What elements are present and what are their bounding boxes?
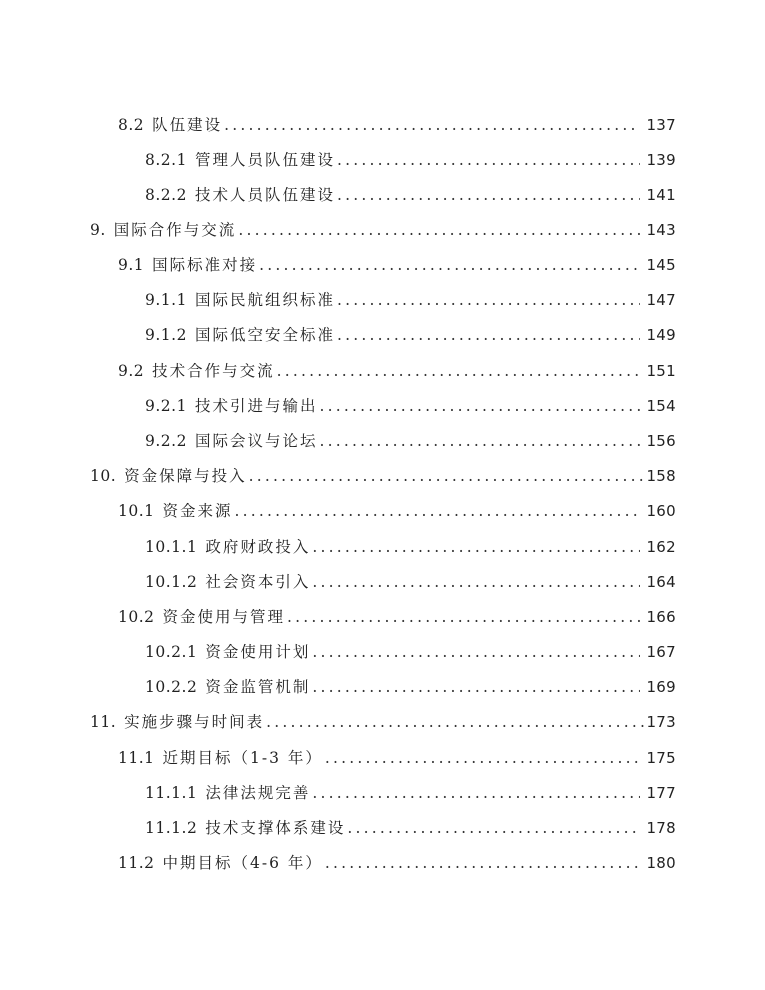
toc-entry[interactable]: [145, 147, 676, 173]
toc-entry[interactable]: [145, 534, 676, 560]
toc-entry-title: 技术引进与输出: [194, 397, 318, 415]
toc-entry-page: 166: [646, 608, 676, 626]
toc-entry-title: 队伍建设: [152, 116, 223, 134]
toc-entry-title: 国际低空安全标准: [194, 326, 335, 344]
toc-entry-page: 175: [646, 749, 676, 767]
toc-entry-number: 9.1: [118, 256, 145, 274]
dot-leader: [319, 428, 640, 454]
toc-entry[interactable]: [145, 780, 676, 806]
toc-entry-title: 国际标准对接: [152, 256, 258, 274]
toc-entry-number: 9.2.1: [145, 397, 187, 415]
toc-entry-number: 10.2.2: [145, 678, 198, 696]
toc-entry-number: 11.2: [118, 854, 155, 872]
toc-entry[interactable]: [145, 569, 676, 595]
toc-entry-number: 10.1.2: [145, 573, 198, 591]
toc-entry[interactable]: [90, 217, 676, 243]
toc-entry-page: 143: [646, 221, 676, 239]
toc-entry-number: 10.: [90, 467, 117, 485]
dot-leader: [287, 604, 640, 630]
toc-entry-number: 9.2.2: [145, 432, 187, 450]
dot-leader: [312, 534, 640, 560]
toc-entry[interactable]: [118, 498, 676, 524]
toc-entry-page: 158: [646, 467, 676, 485]
toc-entry[interactable]: [118, 252, 676, 278]
toc-entry-page: 162: [646, 538, 676, 556]
toc-entry-page: 177: [646, 784, 676, 802]
toc-entry[interactable]: [145, 393, 676, 419]
toc-entry[interactable]: [145, 322, 676, 348]
toc-entry-number: 10.1: [118, 502, 155, 520]
dot-leader: [277, 358, 641, 384]
toc-entry-title: 实施步骤与时间表: [124, 713, 265, 731]
toc-entry-title: 技术人员队伍建设: [194, 186, 335, 204]
toc-entry-page: 178: [646, 819, 676, 837]
toc-entry-page: 145: [646, 256, 676, 274]
toc-entry[interactable]: [145, 182, 676, 208]
dot-leader: [259, 252, 640, 278]
toc-entry-number: 11.1.1: [145, 784, 198, 802]
toc-entry-title: 资金使用计划: [205, 643, 311, 661]
toc-entry-title: 政府财政投入: [205, 538, 311, 556]
dot-leader: [337, 147, 641, 173]
dot-leader: [337, 322, 641, 348]
toc-entry-number: 8.2: [118, 116, 145, 134]
toc-entry[interactable]: [118, 745, 676, 771]
toc-entry-title: 国际会议与论坛: [194, 432, 318, 450]
toc-entry-page: 160: [646, 502, 676, 520]
toc-entry[interactable]: [145, 639, 676, 665]
toc-entry-number: 10.2: [118, 608, 155, 626]
toc-entry-title: 管理人员队伍建设: [194, 151, 335, 169]
toc-entry-page: 167: [646, 643, 676, 661]
toc-entry-page: 141: [646, 186, 676, 204]
toc-entry-title: 资金保障与投入: [124, 467, 247, 485]
toc-entry-title: 国际合作与交流: [113, 221, 237, 239]
dot-leader: [347, 815, 640, 841]
toc-entry-title: 法律法规完善: [205, 784, 311, 802]
dot-leader: [337, 182, 641, 208]
toc-entry[interactable]: [145, 815, 676, 841]
toc-entry-title: 中期目标（4-6 年）: [162, 854, 323, 872]
toc-entry[interactable]: [118, 358, 676, 384]
toc-entry-number: 11.1.2: [145, 819, 198, 837]
toc-entry[interactable]: [118, 604, 676, 630]
toc-entry-number: 8.2.2: [145, 186, 187, 204]
dot-leader: [325, 850, 641, 876]
dot-leader: [312, 674, 640, 700]
toc-entry-number: 11.: [90, 713, 117, 731]
dot-leader: [312, 639, 640, 665]
dot-leader: [238, 217, 644, 243]
toc-entry-page: 169: [646, 678, 676, 696]
toc-entry-page: 137: [646, 116, 676, 134]
dot-leader: [266, 709, 644, 735]
toc-entry-title: 技术支撑体系建设: [205, 819, 346, 837]
toc-entry-number: 8.2.1: [145, 151, 187, 169]
toc-entry-number: 9.1.1: [145, 291, 187, 309]
toc-entry[interactable]: [145, 287, 676, 313]
toc-entry-number: 9.2: [118, 362, 145, 380]
toc-entry-title: 近期目标（1-3 年）: [162, 749, 323, 767]
toc-entry-title: 资金使用与管理: [162, 608, 286, 626]
toc-entry-page: 156: [646, 432, 676, 450]
toc-entry-number: 9.: [90, 221, 106, 239]
toc-entry[interactable]: [145, 674, 676, 700]
toc-entry-number: 10.1.1: [145, 538, 198, 556]
toc-entry-page: 180: [646, 854, 676, 872]
toc-entry[interactable]: [118, 850, 676, 876]
toc-entry[interactable]: [90, 463, 676, 489]
toc-entry-page: 147: [646, 291, 676, 309]
toc-entry-page: 154: [646, 397, 676, 415]
toc-entry-title: 资金监管机制: [205, 678, 311, 696]
toc-entry-page: 139: [646, 151, 676, 169]
toc-entry[interactable]: [90, 709, 676, 735]
toc-entry-number: 10.2.1: [145, 643, 198, 661]
toc-entry-title: 国际民航组织标准: [194, 291, 335, 309]
dot-leader: [319, 393, 640, 419]
toc-entry-number: 11.1: [118, 749, 155, 767]
toc-entry-page: 173: [646, 713, 676, 731]
dot-leader: [337, 287, 641, 313]
toc-entry[interactable]: [145, 428, 676, 454]
toc-entry-page: 164: [646, 573, 676, 591]
toc-entry-title: 社会资本引入: [205, 573, 311, 591]
dot-leader: [325, 745, 641, 771]
dot-leader: [249, 463, 645, 489]
toc-entry-number: 9.1.2: [145, 326, 187, 344]
dot-leader: [312, 780, 640, 806]
toc-entry-page: 149: [646, 326, 676, 344]
toc-entry[interactable]: [118, 112, 676, 138]
dot-leader: [235, 498, 641, 524]
toc-entry-page: 151: [646, 362, 676, 380]
toc-entry-title: 技术合作与交流: [152, 362, 275, 380]
dot-leader: [312, 569, 640, 595]
dot-leader: [224, 112, 640, 138]
toc-entry-title: 资金来源: [162, 502, 233, 520]
